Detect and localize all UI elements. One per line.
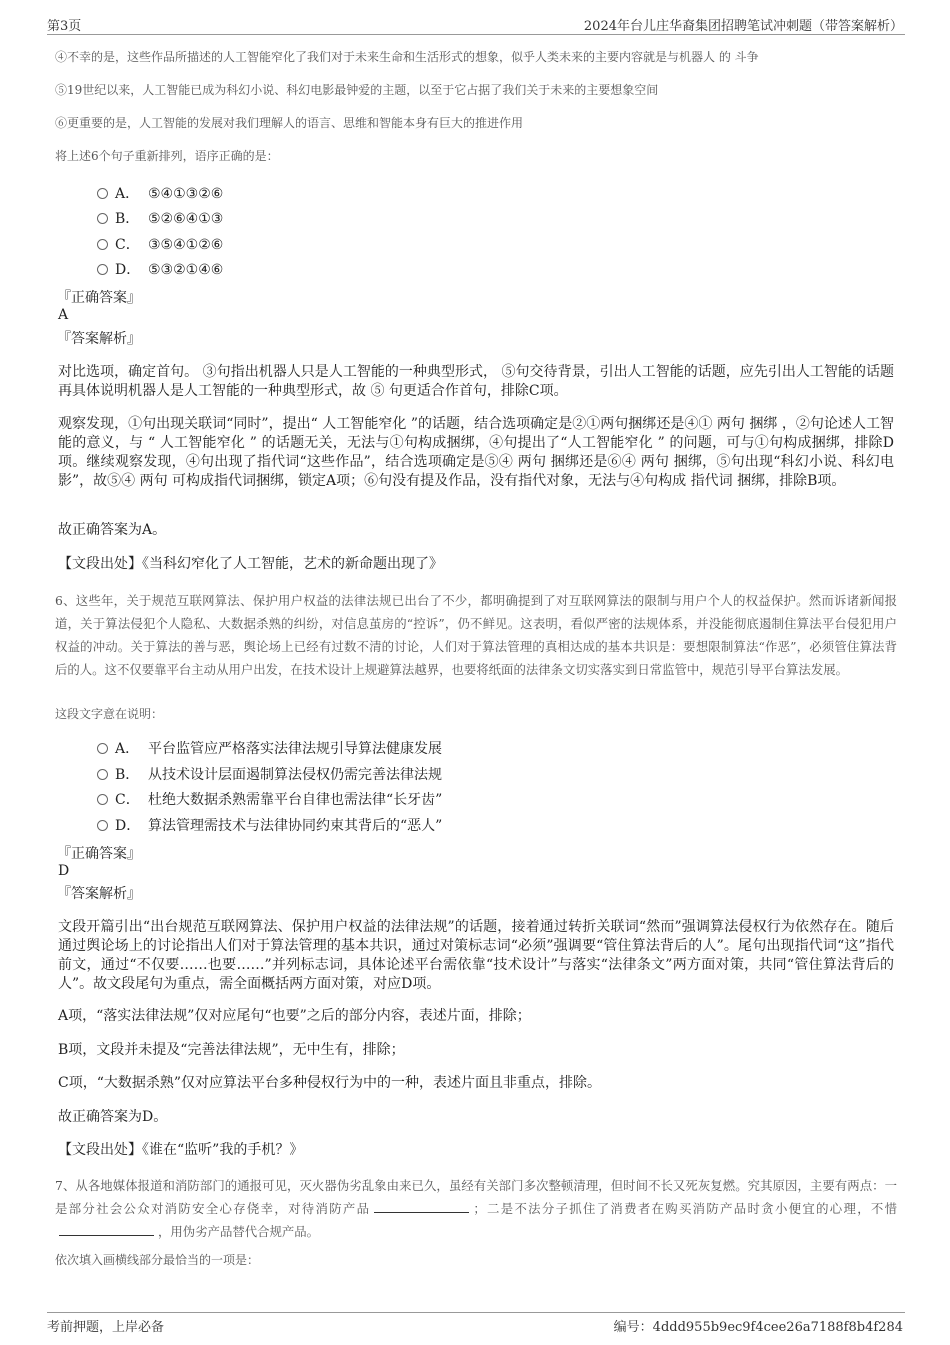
q5-analysis-para-2: 观察发现，①句出现关联词“同时”，提出“ 人工智能窄化 ”的话题，结合选项确定是②①两句捆绑还是④① 两句 捆绑 ，②句论述人工智能的意义，与 “ 人工智能窄化 ” 的话题无关，无法与①句构成捆绑，④句提出了“人工智能窄化 ” 的问题，可与①句构成捆绑，排除D项。继续观察发现，④句出现了指代词“这些作品”，结合选项确定是⑤④ 两句 捆绑还是⑥④ 两句 捆绑，⑤句出现“科幻小说、科幻电影”，故⑤④ 两句 可构成指代词捆绑，锁定A项；⑥句没有提及作品，没有指代对象，无法与④句构成 指代词 捆绑，排除B项。 (58, 416, 894, 489)
radio-icon[interactable] (97, 239, 108, 250)
q5-sentence-5: ⑤19世纪以来，人工智能已成为科幻小说、科幻电影最钟爱的主题，以至于它占据了我们关于未来的主要想象空间 (55, 83, 659, 97)
page-number: 第3页 (47, 19, 82, 34)
q6-stem: 这段文字意在说明： (55, 707, 164, 721)
q6-conclusion: 故正确答案为D。 (58, 1109, 168, 1125)
document-title: 2024年台儿庄华裔集团招聘笔试冲刺题（带答案解析） (583, 19, 903, 34)
footer-serial: 编号：4ddd955b9ec9f4cee26a7188f8b4f284 (613, 1320, 903, 1335)
q5-option-a[interactable]: A． ⑤④①③②⑥ (97, 184, 223, 204)
fill-blank-1[interactable] (374, 1199, 469, 1213)
q5-sentence-6: ⑥更重要的是，人工智能的发展对我们理解人的语言、思维和智能本身有巨大的推进作用 (55, 116, 524, 130)
q6-option-a[interactable]: A． 平台监管应严格落实法律法规引导算法健康发展 (97, 739, 442, 759)
q6-answer: D (58, 863, 70, 879)
q6-option-b[interactable]: B． 从技术设计层面遏制算法侵权仍需完善法律法规 (97, 765, 442, 785)
q7-passage: 7、从各地媒体报道和消防部门的通报可见，灭火器伪劣乱象由来已久，虽经有关部门多次整顿清理，但时间不长又死灰复燃。究其原因，主要有两点：一是部分社会公众对消防安全心存侥幸，对待消防产品 ；二是不法分子抓住了消费者在购买消防产品时贪小便宜的心理，不惜，用伪劣产品替代合规产品。 (55, 1178, 898, 1239)
radio-icon[interactable] (97, 769, 108, 780)
q6-option-d[interactable]: D． 算法管理需技术与法律协同约束其背后的“恶人” (97, 816, 442, 836)
radio-icon[interactable] (97, 264, 108, 275)
q6-analysis-option-b: B项，文段并未提及“完善法律法规”，无中生有，排除； (58, 1042, 405, 1058)
q7-stem: 依次填入画横线部分最恰当的一项是： (55, 1253, 260, 1267)
q5-answer-label: 『正确答案』 (57, 290, 141, 306)
radio-icon[interactable] (97, 820, 108, 831)
page-footer (47, 1312, 905, 1335)
q6-analysis-label: 『答案解析』 (57, 886, 141, 902)
q5-conclusion: 故正确答案为A。 (58, 522, 167, 538)
q5-answer: A (58, 307, 69, 323)
footer-slogan: 考前押题，上岸必备 (47, 1320, 165, 1335)
q5-stem: 将上述6个句子重新排列，语序正确的是： (55, 149, 279, 163)
q5-option-c[interactable]: C． ③⑤④①②⑥ (97, 235, 223, 255)
q6-analysis-para-1: 文段开篇引出“出台规范互联网算法、保护用户权益的法律法规”的话题，接着通过转折关联词“然而”强调算法侵权行为依然存在。随后通过舆论场上的讨论指出人们对于算法管理的基本共识，通过对策标志词“必须”强调要“管住算法背后的人”。尾句出现指代词“这”指代前文，通过“不仅要……也要……”并列标志词，具体论述平台需依靠“技术设计”与落实“法律条文”两方面对策，共同“管住算法背后的人”。故文段尾句为重点，需全面概括两方面对策，对应D项。 (58, 919, 894, 992)
q6-passage: 6、这些年，关于规范互联网算法、保护用户权益的法律法规已出台了不少，都明确提到了对互联网算法的限制与用户个人的权益保护。然而诉诸新闻报道，关于算法侵犯个人隐私、大数据杀熟的纠纷，对信息茧房的“控诉”，仍不鲜见。这表明，看似严密的法规体系，并没能彻底遏制住算法平台侵犯用户权益的冲动。关于算法的善与恶，舆论场上已经有过数不清的讨论，人们对于算法管理的真相达成的基本共识是：要想限制算法“作恶”，必须管住算法背后的人。这不仅要靠平台主动从用户出发，在技术设计上规避算法越界，也要将纸面的法律条文切实落实到日常监管中，规范引导平台算法发展。 (55, 593, 897, 677)
q6-answer-label: 『正确答案』 (57, 846, 141, 862)
q5-analysis-label: 『答案解析』 (57, 331, 141, 347)
page-header (47, 14, 905, 35)
q5-analysis-para-1: 对比选项，确定首句。 ③句指出机器人只是人工智能的一种典型形式， ⑤句交待背景，引出人工智能的话题，应先引出人工智能的话题再具体说明机器人是人工智能的一种典型形式，故 ⑤ 句更适合作首句，排除C项。 (58, 364, 894, 399)
radio-icon[interactable] (97, 743, 108, 754)
q5-option-b[interactable]: B． ⑤②⑥④①③ (97, 209, 223, 229)
radio-icon[interactable] (97, 213, 108, 224)
q6-analysis-option-a: A项，“落实法律法规”仅对应尾句“也要”之后的部分内容，表述片面，排除； (58, 1008, 531, 1024)
q5-source: 【文段出处】《当科幻窄化了人工智能，艺术的新命题出现了》 (58, 556, 443, 572)
q6-option-c[interactable]: C． 杜绝大数据杀熟需靠平台自律也需法律“长牙齿” (97, 790, 442, 810)
q5-option-d[interactable]: D． ⑤③②①④⑥ (97, 260, 223, 280)
radio-icon[interactable] (97, 188, 108, 199)
q6-analysis-option-c: C项，“大数据杀熟”仅对应算法平台多种侵权行为中的一种，表述片面且非重点，排除。 (58, 1075, 602, 1091)
q5-sentence-4: ④不幸的是，这些作品所描述的人工智能窄化了我们对于未来生命和生活形式的想象，似乎人类未来的主要内容就是与机器人 的 斗争 (55, 50, 759, 64)
fill-blank-2[interactable] (59, 1222, 154, 1236)
q6-source: 【文段出处】《谁在“监听”我的手机？》 (58, 1142, 304, 1158)
radio-icon[interactable] (97, 794, 108, 805)
